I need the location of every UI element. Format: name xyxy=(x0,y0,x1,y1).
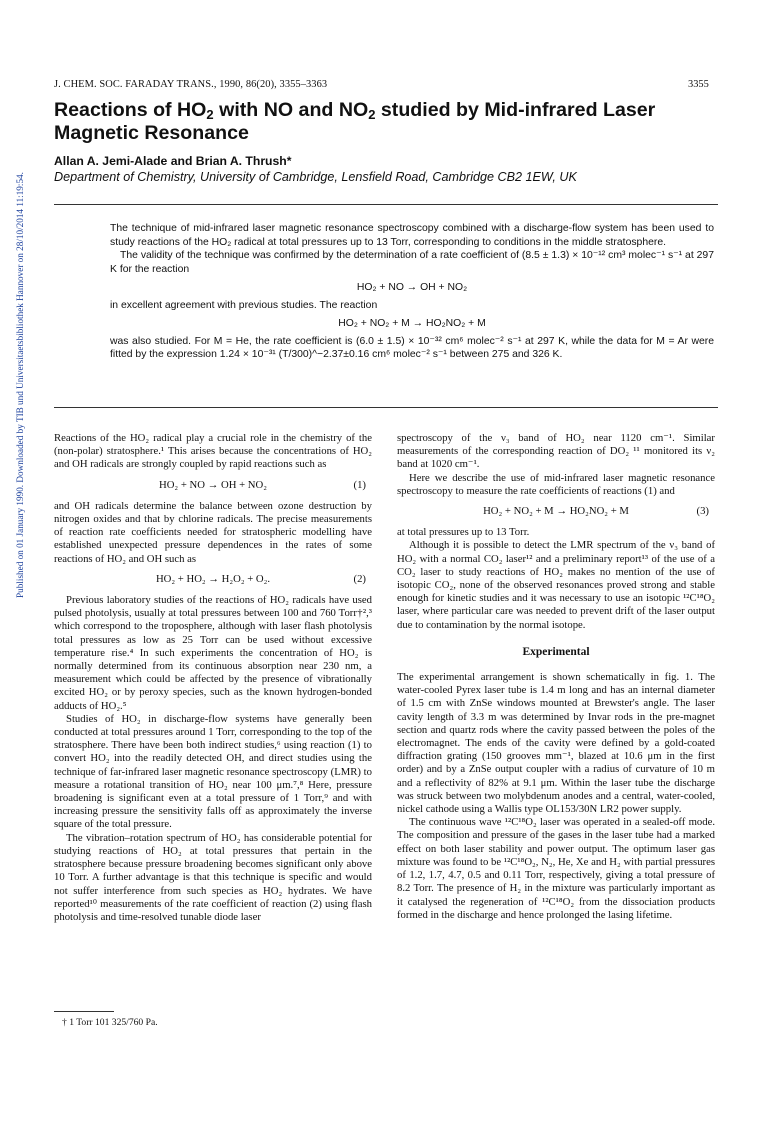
abstract-paragraph: The technique of mid-infrared laser magnetic resonance spectroscopy combined with a discharge-flow system has been used to study reactions of the HO₂ radical at total pressures up to 13 Torr, corresponding to conditions in the middle stratosphere. xyxy=(110,223,714,248)
equation-3: HO₂ + NO₂ + M → HO₂NO₂ + M (3) xyxy=(483,505,709,518)
abstract-paragraph: in excellent agreement with previous studies. The reaction xyxy=(110,299,378,311)
body-paragraph: The continuous wave ¹²C¹⁸O₂ laser was operated in a sealed-off mode. The composition and pressure of the gases in the laser tube had a marked effect on both laser stability and power output. The optimum laser gas mixture was found to be ¹²C¹⁸O₂, N₂, He, Xe and H₂ with partial pressures of 1.2, 1.7, 4.7, 0.5 and 0.11 Torr, respectively, giving a total pressure of 8.2 Torr. The presence of H₂ in the mixture was particularly important as it catalysed the regeneration of ¹²C¹⁸O₂ from the dissociation products formed in the discharge and hence prolonged the lasing lifetime. xyxy=(397,816,715,921)
abstract-top-rule xyxy=(54,204,718,205)
abstract-paragraph: The validity of the technique was confirmed by the determination of a rate coefficient of (8.5 ± 1.3) × 10⁻¹² cm³ molec⁻¹ s⁻¹ at 297 K for the reaction xyxy=(110,250,714,275)
equation-2: HO₂ + HO₂ → H₂O₂ + O₂. (2) xyxy=(155,572,366,585)
download-notice[interactable]: Published on 01 January 1990. Downloaded by TIB und Universitaetsbibliothek Hannover on 28/10/2014 11:19:54. xyxy=(15,172,25,598)
body-paragraph: Although it is possible to detect the LMR spectrum of the ν₃ band of HO₂ with a normal CO₂ laser¹² and a preliminary report¹³ of the use of a CO₂ laser to study reactions of HO₂ makes no mention of the use of isotopic CO₂, none of the observed resonances proved strong and stable enough for kinetic studies and it was necessary to use an isotopic ¹²C¹⁸O₂ laser, where particular care was needed to prevent drift of the laser output due to contamination by the normal isotope. xyxy=(397,539,715,631)
abstract-equation: HO₂ + NO → OH + NO₂ xyxy=(356,282,468,293)
journal-header: J. CHEM. SOC. FARADAY TRANS., 1990, 86(20), 3355–3363 xyxy=(54,79,328,90)
equation-1: HO₂ + NO → OH + NO₂ (1) xyxy=(159,478,366,491)
body-paragraph: Previous laboratory studies of the reactions of HO₂ radicals have used pulsed photolysis, usually at total pressures between 100 and 760 Torr†²,³ which correspond to the troposphere, although with laser flash photolysis total pressures as low as 25 Torr can be used without excessive temperature rise.⁴ In such experiments the concentration of HO₂ is normally determined from its continuous absorption near 230 nm, a measurement which could be affected by the presence of vibrationally excited HO₂ or by peroxy species, such as the known hydrogen-bonded adducts of HO₂.⁵ xyxy=(54,594,372,712)
footnote: † 1 Torr 101 325/760 Pa. xyxy=(62,1017,158,1028)
body-paragraph: Here we describe the use of mid-infrared laser magnetic resonance spectroscopy to measure the rate coefficients of reactions (1) and xyxy=(397,471,715,497)
page-number: 3355 xyxy=(688,79,709,90)
body-paragraph: spectroscopy of the ν₃ band of HO₂ near 1120 cm⁻¹. Similar measurements of the corresponding reaction of DO₂ ¹¹ monitored its ν₂ band at 1020 cm⁻¹. xyxy=(397,432,715,471)
abstract xyxy=(110,222,714,362)
equation-number: (2) xyxy=(353,572,366,585)
body-paragraph: The experimental arrangement is shown schematically in fig. 1. The water-cooled Pyrex laser tube is 1.4 m long and has an internal diameter of 1.5 cm with ZnSe windows mounted at Brewster's angle. The laser cavity length of 3.3 m was determined by Invar rods in the pre-magnet section and quartz rods where the cavity passed between the poles of the electromagnet. The ends of the cavity were defined by a gold-coated diffraction grating (150 grooves mm⁻¹, blazed at 10.6 μm in the first order) and by a ZnSe output coupler with a radius of curvature of 10 m and a reflectivity of 82% at 9.1 μm. Within the laser tube the discharge was struck between two molybdenum anodes and a central, water-cooled, nickel cathode using a Wallis type OL153/30N LR2 power supply. xyxy=(397,671,715,816)
abstract-equation: HO₂ + NO₂ + M → HO₂NO₂ + M xyxy=(338,318,486,329)
authors: Allan A. Jemi-Alade and Brian A. Thrush* xyxy=(54,154,292,168)
abstract-paragraph: was also studied. For M = He, the rate coefficient is (6.0 ± 1.5) × 10⁻³² cm⁶ molec⁻² s⁻¹ at 297 K, while the data for M = Ar were fitted by the expression 1.24 × 10⁻³¹ (T/300)^−2.37±0.16 cm⁶ molec⁻² s⁻¹ between 275 and 326 K. xyxy=(110,335,714,360)
equation-number: (3) xyxy=(696,505,709,518)
body-paragraph: The vibration–rotation spectrum of HO₂ has considerable potential for studying reactions of HO₂ at total pressures that pertain in the stratosphere because pressure broadening becomes significant only above 10 Torr. A further advantage is that this technique is specific and would not suffer interference from such species as HO₂ hydrates. We have reported¹⁰ measurements of the rate coefficient of reaction (2) using flash photolysis and time-resolved tunable diode laser xyxy=(54,831,372,923)
footnote-rule xyxy=(54,1011,114,1012)
body-paragraph: and OH radicals determine the balance between ozone destruction by nitrogen oxides and that by chlorine radicals. The precise measurements of reaction rate coefficients needed for stratospheric modelling have established unexpected pressure dependences in the rates of some reactions of HO₂ and OH such as xyxy=(54,499,372,565)
right-column xyxy=(397,432,715,922)
body-paragraph: at total pressures up to 13 Torr. xyxy=(397,526,530,539)
body-paragraph: Studies of HO₂ in discharge-flow systems have generally been conducted at total pressures around 1 Torr, corresponding to the top of the stratosphere. There have been both indirect studies,⁶ using reaction (1) to convert HO₂ into the readily detected OH, and direct studies using the technique of far-infrared laser magnetic resonance spectroscopy (LMR) to measure a rotational transition of HO₂ near 100 μm.⁷,⁸ Here, pressure broadening is significant even at a total pressure of 1 Torr,⁹ and with increasing pressure the sensitivity falls off as approximately the inverse square of the total pressure. xyxy=(54,712,372,831)
equation-number: (1) xyxy=(353,478,366,491)
section-heading-experimental: Experimental xyxy=(522,645,590,658)
body-paragraph: Reactions of the HO₂ radical play a crucial role in the chemistry of the (non-polar) stratosphere.¹ This arises because the concentrations of HO₂ and OH radicals are strongly coupled by rapid reactions such as xyxy=(54,432,372,471)
affiliation: Department of Chemistry, University of Cambridge, Lensfield Road, Cambridge CB2 1EW, UK xyxy=(54,170,577,184)
left-column xyxy=(54,432,372,924)
article-title: Reactions of $HO_2$ with NO and $NO_2$ studied by Mid-infrared Laser Magnetic Resonance xyxy=(54,99,656,144)
abstract-bottom-rule xyxy=(54,407,718,408)
